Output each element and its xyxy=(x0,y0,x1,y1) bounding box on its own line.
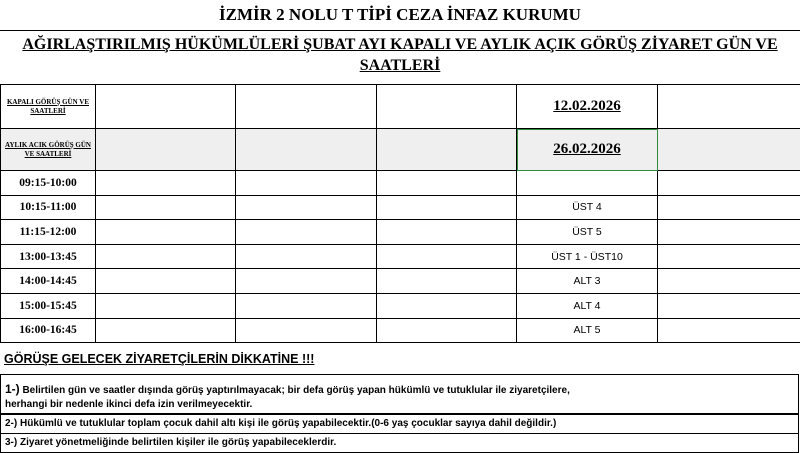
time-slot-label[interactable]: 09:15-10:00 xyxy=(1,171,96,196)
slot-cell[interactable] xyxy=(658,318,800,343)
kapali-date-cell[interactable]: 12.02.2026 xyxy=(517,85,658,129)
slot-cell[interactable] xyxy=(658,220,800,245)
slot-cell[interactable] xyxy=(377,269,517,294)
slot-cell[interactable] xyxy=(658,195,800,220)
acik-gorus-label[interactable]: AYLIK ACIK GÖRÜŞ GÜN VE SAATLERİ xyxy=(1,129,96,171)
slot-cell[interactable]: ALT 4 xyxy=(517,293,658,318)
table-row xyxy=(1,171,800,196)
slot-cell[interactable]: ÜST 5 xyxy=(517,220,658,245)
table-row xyxy=(1,318,800,343)
slot-cell[interactable] xyxy=(236,220,377,245)
slot-cell[interactable] xyxy=(96,195,236,220)
slot-cell[interactable] xyxy=(236,293,377,318)
slot-cell[interactable]: ALT 3 xyxy=(517,269,658,294)
slot-cell[interactable] xyxy=(377,195,517,220)
slot-cell[interactable] xyxy=(96,318,236,343)
notice-item-1-line-2: herhangi bir nedenle ikinci defa izin verilmeyecektir. xyxy=(5,399,253,410)
slot-cell[interactable] xyxy=(96,293,236,318)
slot-cell[interactable] xyxy=(658,269,800,294)
subtitle-line-2: SAATLERİ xyxy=(359,57,441,74)
acik-date-cell[interactable] xyxy=(236,129,377,171)
slot-cell[interactable] xyxy=(236,244,377,269)
slot-cell[interactable] xyxy=(236,318,377,343)
table-row xyxy=(1,195,800,220)
notice-item-1-line-1: Belirtilen gün ve saatler dışında görüş yaptırılmayacak; bir defa görüş yapan hükümlü ve tutuklular ile ziyaretçilere, xyxy=(22,385,570,396)
visit-schedule-table xyxy=(0,84,800,343)
slot-cell[interactable] xyxy=(377,171,517,196)
kapali-date-cell[interactable] xyxy=(377,85,517,129)
slot-cell[interactable] xyxy=(96,269,236,294)
slot-cell[interactable] xyxy=(236,195,377,220)
slot-cell[interactable] xyxy=(658,244,800,269)
slot-cell[interactable] xyxy=(658,171,800,196)
notice-item-1-number: 1-) xyxy=(5,382,20,396)
table-row-kapali xyxy=(1,85,800,129)
slot-cell[interactable] xyxy=(236,269,377,294)
slot-cell[interactable] xyxy=(236,171,377,196)
slot-cell[interactable]: ÜST 1 - ÜST10 xyxy=(517,244,658,269)
notice-item-2[interactable]: 2-) Hükümlü ve tutuklular toplam çocuk dahil altı kişi ile görüş yapabilecektir.(0-6 yaş çocuklar sayıya dahil değildir.) xyxy=(0,414,799,434)
kapali-date-cell[interactable] xyxy=(96,85,236,129)
schedule-subtitle xyxy=(0,31,800,75)
time-slot-label[interactable]: 11:15-12:00 xyxy=(1,220,96,245)
table-row xyxy=(1,220,800,245)
table-row-acik xyxy=(1,129,800,171)
slot-cell[interactable] xyxy=(96,220,236,245)
slot-cell[interactable] xyxy=(377,318,517,343)
institution-title: İZMİR 2 NOLU T TİPİ CEZA İNFAZ KURUMU xyxy=(0,0,800,31)
notice-heading: GÖRÜŞE GELECEK ZİYARETÇİLERİN DİKKATİNE !!! xyxy=(4,352,315,366)
time-slot-label[interactable]: 13:00-13:45 xyxy=(1,244,96,269)
slot-cell[interactable] xyxy=(377,293,517,318)
notice-item-3[interactable]: 3-) Ziyaret yönetmeliğinde belirtilen kişiler ile görüş yapabileceklerdir. xyxy=(0,434,799,453)
kapali-date-cell[interactable] xyxy=(236,85,377,129)
notice-item-1[interactable] xyxy=(0,374,799,414)
slot-cell[interactable] xyxy=(96,171,236,196)
subtitle-line-1: AĞIRLAŞTIRILMIŞ HÜKÜMLÜLERİ ŞUBAT AYI KAPALI VE AYLIK AÇIK GÖRÜŞ ZİYARET GÜN VE xyxy=(22,36,778,53)
time-slot-label[interactable]: 15:00-15:45 xyxy=(1,293,96,318)
acik-date-cell-selected[interactable]: 26.02.2026 xyxy=(517,129,658,171)
table-row xyxy=(1,269,800,294)
table-row xyxy=(1,244,800,269)
slot-cell[interactable] xyxy=(96,244,236,269)
kapali-date-cell[interactable] xyxy=(658,85,800,129)
slot-cell[interactable]: ALT 5 xyxy=(517,318,658,343)
slot-cell[interactable] xyxy=(377,244,517,269)
slot-cell[interactable] xyxy=(377,220,517,245)
time-slot-label[interactable]: 10:15-11:00 xyxy=(1,195,96,220)
slot-cell[interactable]: ÜST 4 xyxy=(517,195,658,220)
kapali-gorus-label[interactable]: KAPALI GÖRÜŞ GÜN VE SAATLERİ xyxy=(1,85,96,129)
time-slot-label[interactable]: 16:00-16:45 xyxy=(1,318,96,343)
acik-date-cell[interactable] xyxy=(377,129,517,171)
acik-date-cell[interactable] xyxy=(96,129,236,171)
acik-date-cell[interactable] xyxy=(658,129,800,171)
time-slot-label[interactable]: 14:00-14:45 xyxy=(1,269,96,294)
table-row xyxy=(1,293,800,318)
slot-cell[interactable] xyxy=(517,171,658,196)
slot-cell[interactable] xyxy=(658,293,800,318)
